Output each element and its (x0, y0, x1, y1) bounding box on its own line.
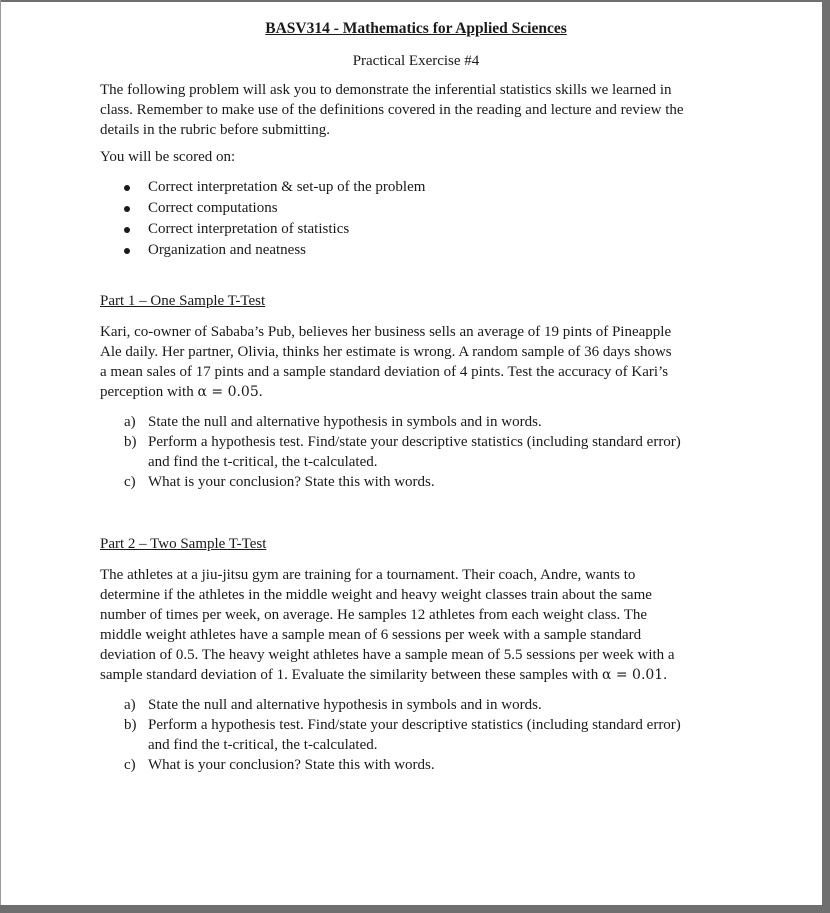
part1-line: perception with α = 0.05. (100, 384, 263, 400)
bullet-icon (124, 248, 130, 254)
question-marker: c) (124, 474, 136, 490)
criteria-item: Correct computations (100, 198, 700, 219)
viewer-frame-right (822, 0, 830, 913)
part2-line: deviation of 0.5. The heavy weight athletes have a sample mean of 5.5 sessions per week with a (100, 647, 675, 663)
bullet-icon (124, 185, 130, 191)
question-item: a) State the null and alternative hypothesis in symbols and in words. (124, 697, 542, 713)
part2-line: number of times per week, on average. He samples 12 athletes from each weight class. The (100, 607, 648, 623)
question-marker: b) (124, 434, 137, 450)
bullet-icon (124, 206, 130, 212)
question-marker: c) (124, 757, 136, 773)
question-item: a) State the null and alternative hypothesis in symbols and in words. (124, 414, 542, 430)
scored-on-label: You will be scored on: (100, 149, 236, 165)
part1-questions (124, 412, 724, 492)
part1-heading: Part 1 – One Sample T-Test (100, 293, 266, 309)
criteria-item: Correct interpretation of statistics (100, 219, 700, 240)
part2-questions (124, 695, 724, 775)
part2-line: sample standard deviation of 1. Evaluate the similarity between these samples with α = 0.01. (100, 667, 667, 683)
question-item: c) What is your conclusion? State this with words. (124, 474, 435, 490)
alpha-expression: α = 0.01 (601, 667, 664, 683)
document-title: BASV314 - Mathematics for Applied Sciences (265, 20, 567, 37)
part2-heading: Part 2 – Two Sample T-Test (100, 536, 267, 552)
document-page (1, 2, 822, 905)
viewer-frame-bottom (0, 905, 830, 913)
question-marker: a) (124, 414, 136, 430)
part1-line: Ale daily. Her partner, Olivia, thinks her estimate is wrong. A random sample of 36 days shows (100, 344, 672, 360)
question-item: c) What is your conclusion? State this with words. (124, 757, 435, 773)
criteria-item: Correct interpretation & set-up of the problem (100, 177, 700, 198)
intro-line: The following problem will ask you to demonstrate the inferential statistics skills we learned in (100, 82, 672, 98)
intro-line: class. Remember to make use of the definitions covered in the reading and lecture and review the (100, 102, 684, 118)
question-item: b) Perform a hypothesis test. Find/state your descriptive statistics (including standard error) and find the t-critical, the t-calculated. (124, 717, 681, 753)
part2-paragraph (100, 565, 732, 685)
criteria-item: Organization and neatness (100, 240, 700, 261)
intro-paragraph (100, 80, 732, 140)
part1-line: Kari, co-owner of Sababa’s Pub, believes her business sells an average of 19 pints of Pineapple (100, 324, 672, 340)
intro-line: details in the rubric before submitting. (100, 122, 330, 138)
part1-line: a mean sales of 17 pints and a sample standard deviation of 4 pints. Test the accuracy of Kari’s (100, 364, 669, 380)
part2-line: determine if the athletes in the middle weight and heavy weight classes train about the same (100, 587, 652, 603)
part2-line: The athletes at a jiu-jitsu gym are training for a tournament. Their coach, Andre, wants to (100, 567, 636, 583)
scoring-criteria-list (100, 177, 700, 261)
question-marker: b) (124, 717, 137, 733)
document-subtitle: Practical Exercise #4 (352, 53, 480, 69)
bullet-icon (124, 227, 130, 233)
part1-paragraph (100, 322, 732, 402)
alpha-expression: α = 0.05 (197, 384, 259, 400)
part2-line: middle weight athletes have a sample mean of 6 sessions per week with a sample standard (100, 627, 642, 643)
question-marker: a) (124, 697, 136, 713)
question-item: b) Perform a hypothesis test. Find/state your descriptive statistics (including standard error) and find the t-critical, the t-calculated. (124, 434, 681, 470)
